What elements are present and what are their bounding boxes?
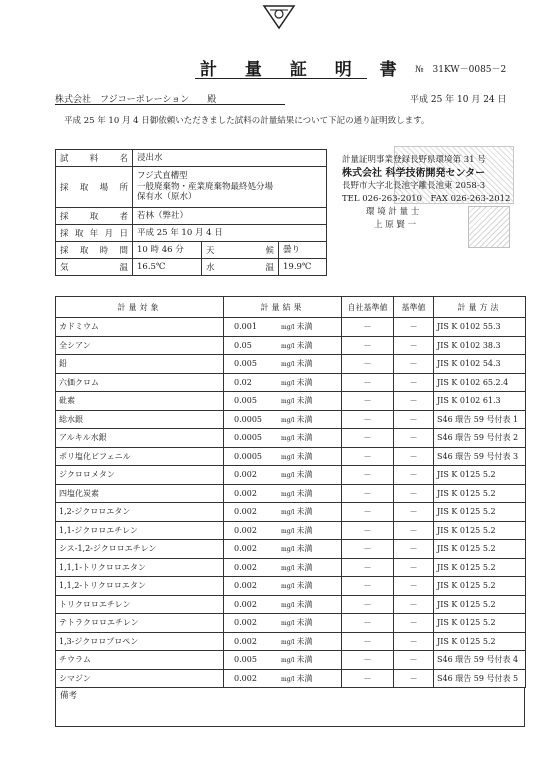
info-row (56, 225, 327, 242)
info-row (56, 242, 327, 259)
standard-cell: － (394, 318, 434, 337)
target-cell: 鉛 (56, 355, 224, 374)
header-target: 計量対象 (56, 297, 224, 318)
result-below-limit: 未満 (296, 488, 313, 498)
info-label: 採取者 (56, 208, 133, 225)
document-title: 計 量 証 明 書 (200, 60, 408, 80)
result-unit: mg/l (281, 675, 295, 683)
result-value: 0.002 (234, 562, 257, 572)
own-standard-cell: － (342, 632, 394, 651)
info-value-line: 保有水（原水） (137, 192, 197, 203)
info-value: 10 時 46 分 (133, 242, 202, 259)
info-label: 水温 (202, 259, 279, 276)
info-row (56, 208, 327, 225)
sample-info-table (55, 149, 327, 276)
standard-cell: － (394, 484, 434, 503)
standard-cell: － (394, 651, 434, 670)
standard-cell: － (394, 336, 434, 355)
info-value: 曇り (279, 242, 327, 259)
result-unit: mg/l (281, 583, 295, 591)
result-value: 0.05 (234, 340, 252, 350)
result-value: 0.0005 (234, 433, 262, 443)
method-cell: JIS K 0125 5.2 (434, 558, 526, 577)
result-value: 0.002 (234, 470, 257, 480)
result-unit: mg/l (281, 342, 295, 350)
result-value: 0.005 (234, 396, 257, 406)
own-standard-cell: － (342, 410, 394, 429)
standard-cell: － (394, 577, 434, 596)
method-cell: JIS K 0125 5.2 (434, 503, 526, 522)
issuer-company: 株式会社 科学技術開発センター (342, 168, 486, 179)
info-value: 16.5℃ (133, 259, 202, 276)
target-cell: 1,1,1-トリクロロエタン (56, 558, 224, 577)
result-cell (224, 558, 342, 577)
info-row (56, 150, 327, 167)
result-cell (224, 503, 342, 522)
own-standard-cell: － (342, 577, 394, 596)
remarks-label: 備考 (60, 691, 78, 701)
own-standard-cell: － (342, 466, 394, 485)
info-label: 採取時間 (56, 242, 133, 259)
result-value: 0.0005 (234, 414, 262, 424)
info-value: 19.9℃ (279, 259, 327, 276)
target-cell: アルキル水銀 (56, 429, 224, 448)
result-cell (224, 614, 342, 633)
own-standard-cell: － (342, 669, 394, 688)
result-unit: mg/l (281, 527, 295, 535)
target-cell: 六価クロム (56, 373, 224, 392)
target-cell: ジクロロメタン (56, 466, 224, 485)
result-cell (224, 336, 342, 355)
method-cell: JIS K 0125 5.2 (434, 540, 526, 559)
own-standard-cell: － (342, 614, 394, 633)
result-below-limit: 未満 (296, 396, 313, 406)
info-label: 採取年月日 (56, 225, 133, 242)
result-value: 0.005 (234, 359, 257, 369)
result-cell (224, 521, 342, 540)
result-below-limit: 未満 (296, 581, 313, 591)
table-row (56, 429, 526, 448)
target-cell: ポリ塩化ビフェニル (56, 447, 224, 466)
result-unit: mg/l (281, 398, 295, 406)
result-value: 0.005 (234, 655, 257, 665)
result-value: 0.002 (234, 525, 257, 535)
result-value: 0.02 (234, 377, 252, 387)
result-below-limit: 未満 (296, 359, 313, 369)
method-cell: JIS K 0125 5.2 (434, 614, 526, 633)
own-standard-cell: － (342, 484, 394, 503)
method-cell: JIS K 0125 5.2 (434, 595, 526, 614)
result-cell (224, 318, 342, 337)
info-row (56, 259, 327, 276)
own-standard-cell: － (342, 429, 394, 448)
own-standard-cell: － (342, 521, 394, 540)
result-below-limit: 未満 (296, 414, 313, 424)
result-below-limit: 未満 (296, 470, 313, 480)
table-row (56, 540, 526, 559)
method-cell: JIS K 0125 5.2 (434, 484, 526, 503)
result-unit: mg/l (281, 416, 295, 424)
result-unit: mg/l (281, 453, 295, 461)
table-row (56, 577, 526, 596)
own-standard-cell: － (342, 447, 394, 466)
standard-cell: － (394, 595, 434, 614)
result-cell (224, 410, 342, 429)
result-cell (224, 392, 342, 411)
table-row (56, 484, 526, 503)
result-cell (224, 466, 342, 485)
result-value: 0.002 (234, 488, 257, 498)
method-cell: JIS K 0125 5.2 (434, 577, 526, 596)
standard-cell: － (394, 521, 434, 540)
method-cell: S46 環告 59 号付表 5 (434, 669, 526, 688)
result-cell (224, 447, 342, 466)
table-row (56, 595, 526, 614)
certificate-number: № 31KW－0085－2 (415, 65, 507, 75)
standard-cell: － (394, 669, 434, 688)
target-cell: シス-1,2-ジクロロエチレン (56, 540, 224, 559)
table-row (56, 336, 526, 355)
result-value: 0.002 (234, 618, 257, 628)
own-standard-cell: － (342, 540, 394, 559)
result-unit: mg/l (281, 324, 295, 332)
result-value: 0.002 (234, 507, 257, 517)
method-cell: JIS K 0102 54.3 (434, 355, 526, 374)
own-standard-cell: － (342, 503, 394, 522)
target-cell: カドミウム (56, 318, 224, 337)
table-row (56, 669, 526, 688)
info-value-line: フジ式直槽型 (137, 171, 188, 182)
info-label: 試料名 (56, 150, 133, 167)
standard-cell: － (394, 558, 434, 577)
info-label: 採取場所 (56, 167, 133, 208)
info-value: 平成 25 年 10 月 4 日 (133, 225, 327, 242)
standard-cell: － (394, 614, 434, 633)
result-cell (224, 429, 342, 448)
target-cell: 総水銀 (56, 410, 224, 429)
result-unit: mg/l (281, 361, 295, 369)
target-cell: 1,2-ジクロロエタン (56, 503, 224, 522)
info-value-line: 一般廃棄物・産業廃棄物最終処分場 (137, 181, 274, 192)
result-below-limit: 未満 (296, 618, 313, 628)
method-cell: JIS K 0125 5.2 (434, 466, 526, 485)
standard-cell: － (394, 429, 434, 448)
result-value: 0.002 (234, 636, 257, 646)
method-cell: S46 環告 59 号付表 3 (434, 447, 526, 466)
method-cell: S46 環告 59 号付表 2 (434, 429, 526, 448)
standard-cell: － (394, 540, 434, 559)
method-cell: JIS K 0102 55.3 (434, 318, 526, 337)
result-below-limit: 未満 (296, 562, 313, 572)
table-row (56, 373, 526, 392)
issuer-block (342, 154, 510, 232)
method-cell: JIS K 0125 5.2 (434, 632, 526, 651)
own-standard-cell: － (342, 373, 394, 392)
result-value: 0.002 (234, 599, 257, 609)
table-row (56, 355, 526, 374)
table-row (56, 521, 526, 540)
target-cell: 1,3-ジクロロプロペン (56, 632, 224, 651)
method-cell: S46 環告 59 号付表 1 (434, 410, 526, 429)
method-cell: S46 環告 59 号付表 4 (434, 651, 526, 670)
result-unit: mg/l (281, 435, 295, 443)
result-unit: mg/l (281, 657, 295, 665)
result-below-limit: 未満 (296, 340, 313, 350)
issuer-name: 上 原 賢 一 (374, 220, 417, 230)
table-row (56, 651, 526, 670)
intro-statement: 平成 25 年 10 月 4 日御依頼いただきました試料の計量結果について下記の通り証明致します。 (64, 116, 430, 126)
result-cell (224, 669, 342, 688)
issuer-address: 長野市大字北長池字離長池東 2058-3 (342, 181, 486, 191)
method-cell: JIS K 0125 5.2 (434, 521, 526, 540)
result-below-limit: 未満 (296, 322, 313, 332)
method-cell: JIS K 0102 38.3 (434, 336, 526, 355)
result-value: 0.001 (234, 322, 257, 332)
standard-cell: － (394, 373, 434, 392)
own-standard-cell: － (342, 558, 394, 577)
result-below-limit: 未満 (296, 636, 313, 646)
results-header-row (56, 297, 526, 318)
result-cell (224, 651, 342, 670)
table-row (56, 632, 526, 651)
addressee-underline (55, 104, 285, 105)
info-value: 若林（弊社） (133, 208, 327, 225)
result-cell (224, 373, 342, 392)
own-standard-cell: － (342, 651, 394, 670)
own-standard-cell: － (342, 355, 394, 374)
own-standard-cell: － (342, 595, 394, 614)
info-value (133, 167, 327, 208)
target-cell: シマジン (56, 669, 224, 688)
result-cell (224, 540, 342, 559)
target-cell: トリクロロエチレン (56, 595, 224, 614)
own-standard-cell: － (342, 336, 394, 355)
registration-number: 計量証明事業登録長野県環境第 31 号 (342, 155, 486, 165)
result-below-limit: 未満 (296, 525, 313, 535)
info-row (56, 167, 327, 208)
result-below-limit: 未満 (296, 655, 313, 665)
results-table (55, 296, 526, 688)
table-row (56, 410, 526, 429)
header-result: 計量結果 (224, 297, 342, 318)
table-row (56, 503, 526, 522)
result-value: 0.002 (234, 581, 257, 591)
header-standard: 基準値 (394, 297, 434, 318)
method-cell: JIS K 0102 65.2.4 (434, 373, 526, 392)
standard-cell: － (394, 410, 434, 429)
table-row (56, 447, 526, 466)
issue-date: 平成 25 年 10 月 24 日 (410, 95, 507, 105)
info-label: 気温 (56, 259, 133, 276)
addressee: 株式会社 フジコーポレーション 殿 (55, 95, 217, 105)
own-standard-cell: － (342, 318, 394, 337)
result-unit: mg/l (281, 546, 295, 554)
result-below-limit: 未満 (296, 544, 313, 554)
result-unit: mg/l (281, 509, 295, 517)
standard-cell: － (394, 632, 434, 651)
standard-cell: － (394, 503, 434, 522)
result-unit: mg/l (281, 620, 295, 628)
result-value: 0.0005 (234, 451, 262, 461)
result-below-limit: 未満 (296, 507, 313, 517)
table-row (56, 558, 526, 577)
table-row (56, 466, 526, 485)
target-cell: 砒素 (56, 392, 224, 411)
table-row (56, 318, 526, 337)
table-row (56, 614, 526, 633)
remarks-box (55, 687, 525, 727)
result-unit: mg/l (281, 379, 295, 387)
standard-cell: － (394, 447, 434, 466)
result-below-limit: 未満 (296, 673, 313, 683)
target-cell: 1,1-ジクロロエチレン (56, 521, 224, 540)
result-value: 0.002 (234, 544, 257, 554)
result-below-limit: 未満 (296, 377, 313, 387)
result-cell (224, 484, 342, 503)
issuer-role: 環 境 計 量 士 (366, 207, 420, 217)
standard-cell: － (394, 466, 434, 485)
table-row (56, 392, 526, 411)
info-value: 浸出水 (133, 150, 327, 167)
result-unit: mg/l (281, 601, 295, 609)
result-value: 0.002 (234, 673, 257, 683)
result-cell (224, 595, 342, 614)
municipal-emblem-icon (262, 4, 296, 30)
result-unit: mg/l (281, 638, 295, 646)
result-below-limit: 未満 (296, 451, 313, 461)
target-cell: チウラム (56, 651, 224, 670)
standard-cell: － (394, 355, 434, 374)
target-cell: 1,1,2-トリクロロエタン (56, 577, 224, 596)
result-unit: mg/l (281, 490, 295, 498)
info-label: 天候 (202, 242, 279, 259)
method-cell: JIS K 0102 61.3 (434, 392, 526, 411)
target-cell: 全シアン (56, 336, 224, 355)
standard-cell: － (394, 392, 434, 411)
header-method: 計量方法 (434, 297, 526, 318)
title-underline (195, 78, 367, 79)
target-cell: テトラクロロエチレン (56, 614, 224, 633)
target-cell: 四塩化炭素 (56, 484, 224, 503)
result-cell (224, 355, 342, 374)
issuer-phone-fax: TEL 026-263-2010 FAX 026-263-2012 (342, 194, 511, 204)
result-below-limit: 未満 (296, 433, 313, 443)
result-unit: mg/l (281, 564, 295, 572)
header-own-standard: 自社基準値 (342, 297, 394, 318)
result-cell (224, 577, 342, 596)
result-below-limit: 未満 (296, 599, 313, 609)
result-cell (224, 632, 342, 651)
result-unit: mg/l (281, 472, 295, 480)
own-standard-cell: － (342, 392, 394, 411)
